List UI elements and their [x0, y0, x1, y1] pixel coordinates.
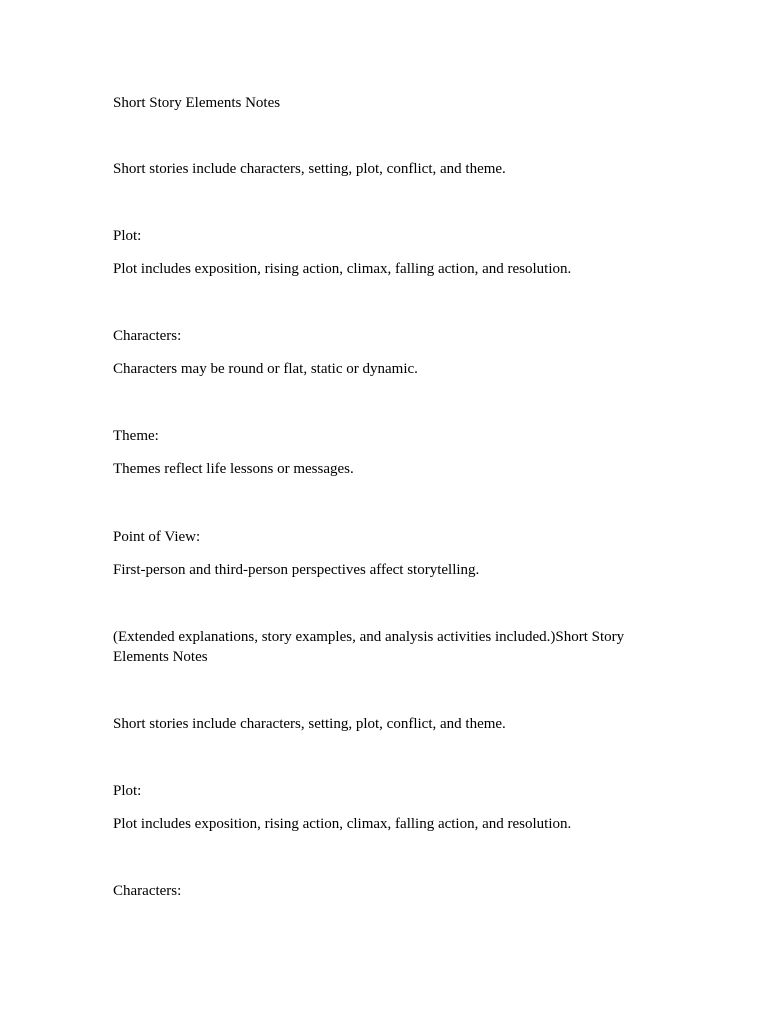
paragraph: Plot includes exposition, rising action, climax, falling action, and resolution. [113, 261, 572, 277]
section-heading-plot: Plot: [113, 228, 142, 244]
section-heading-characters: Characters: [113, 328, 182, 344]
paragraph: Themes reflect life lessons or messages. [113, 461, 354, 477]
document-title: Short Story Elements Notes [113, 95, 281, 111]
section-heading-theme: Theme: [113, 428, 159, 444]
section-heading-characters: Characters: [113, 883, 182, 899]
paragraph: Plot includes exposition, rising action, climax, falling action, and resolution. [113, 816, 572, 832]
paragraph: First-person and third-person perspectives affect storytelling. [113, 562, 480, 578]
paragraph: Short stories include characters, setting, plot, conflict, and theme. [113, 716, 506, 732]
paragraph: Characters may be round or flat, static or dynamic. [113, 361, 418, 377]
section-heading-point-of-view: Point of View: [113, 529, 201, 545]
paragraph: Short stories include characters, setting, plot, conflict, and theme. [113, 161, 506, 177]
section-heading-plot: Plot: [113, 783, 142, 799]
paragraph: (Extended explanations, story examples, and analysis activities included.)Short Story Elements Notes [113, 629, 625, 665]
